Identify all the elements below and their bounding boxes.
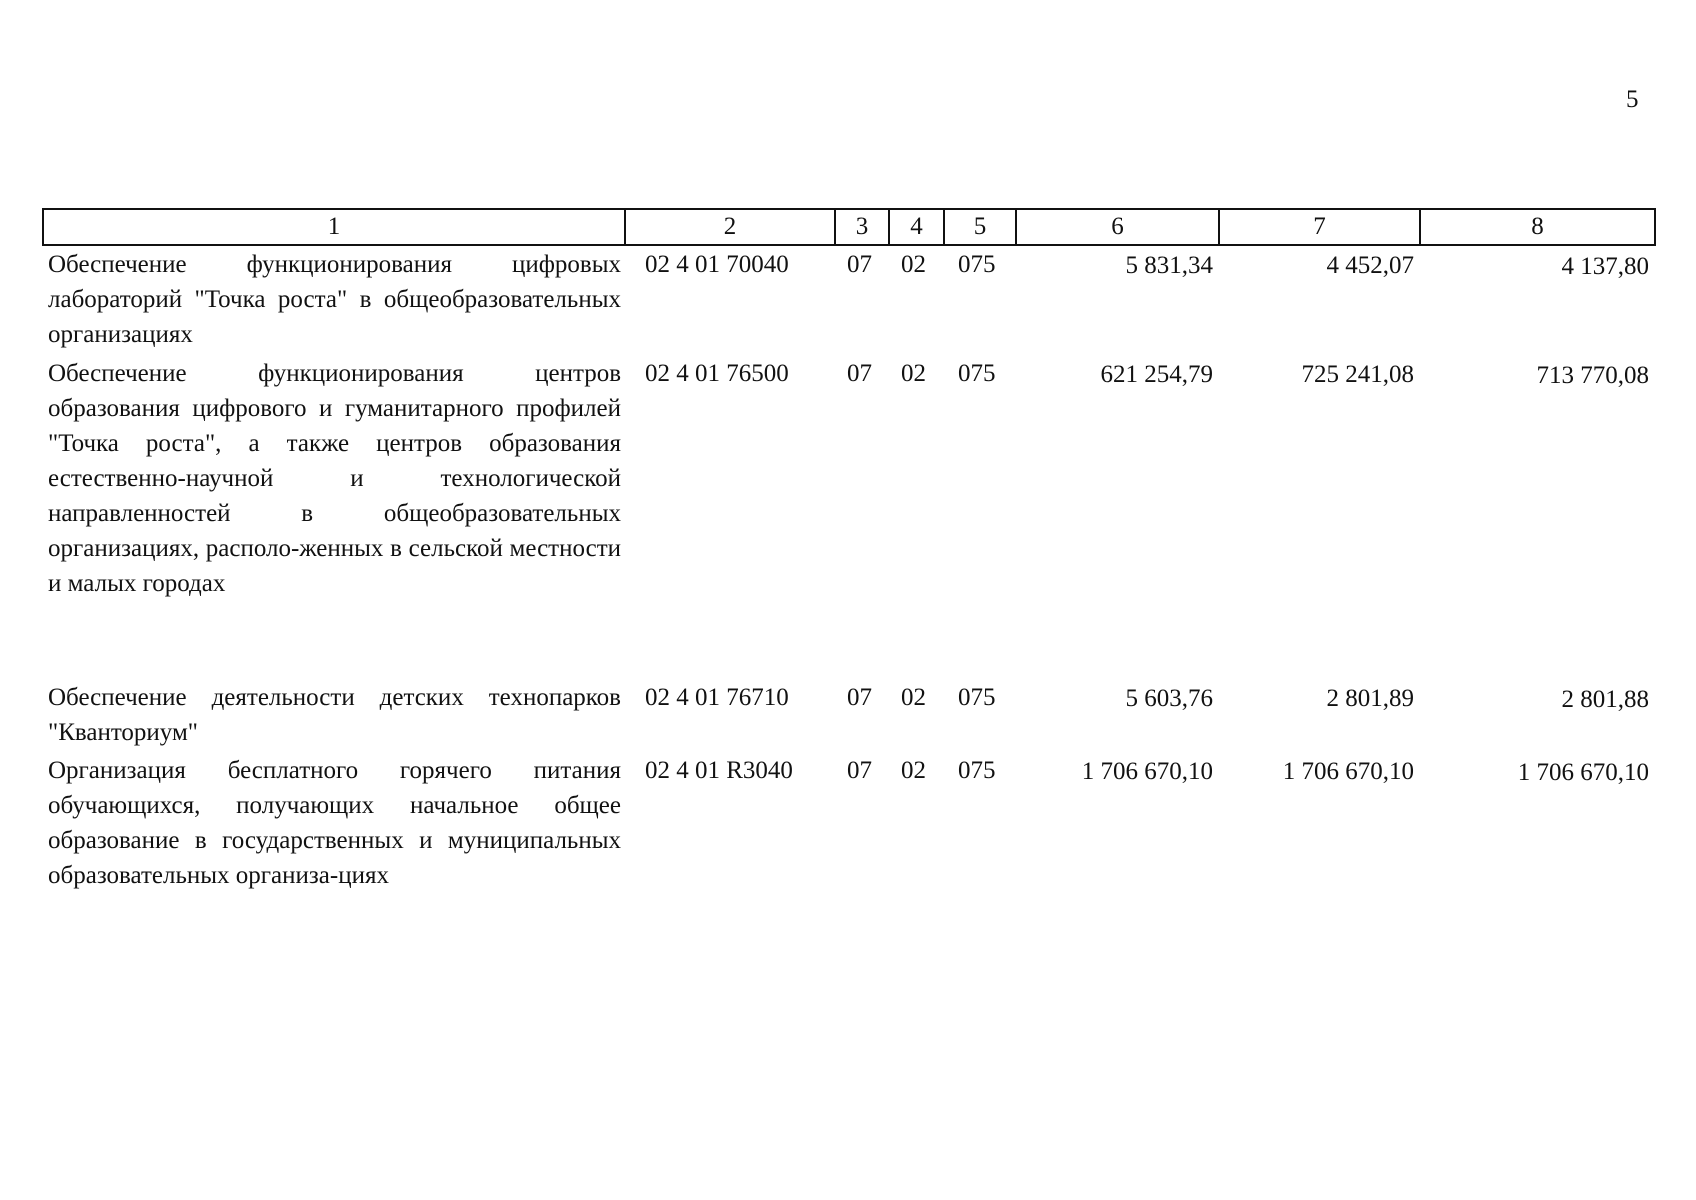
header-col-5: 5 xyxy=(944,209,1016,245)
row-amount-col-6: 621 254,79 xyxy=(1100,361,1213,388)
row-amount-col-6: 5 831,34 xyxy=(1125,252,1213,279)
row-name: Обеспечение деятельности детских технопарков "Кванториум" xyxy=(48,684,621,746)
row-amount-col-7: 2 801,89 xyxy=(1326,685,1414,712)
row-name: Организация бесплатного горячего питания обучающихся, получающих начальное общее образование в государственных и муниципальных образовательных организа-циях xyxy=(48,757,621,889)
row-amount-col-8: 713 770,08 xyxy=(1536,362,1649,389)
table-header xyxy=(43,209,1655,245)
row-target-code: 02 4 01 R3040 xyxy=(645,757,793,784)
header-col-2: 2 xyxy=(625,209,835,245)
header-col-3: 3 xyxy=(835,209,889,245)
row-target-code: 02 4 01 76710 xyxy=(645,684,789,711)
header-col-4: 4 xyxy=(889,209,944,245)
row-amount-col-8: 1 706 670,10 xyxy=(1517,759,1649,786)
row-name: Обеспечение функционирования центров образования цифрового и гуманитарного профилей "Точка роста", а также центров образования естественно-научной и технологической направленностей в общеобразовательных организациях, располо-женных в сельской местности и малых городах xyxy=(48,360,621,597)
row-section: 07 xyxy=(847,360,872,387)
row-section: 07 xyxy=(847,757,872,784)
table-row xyxy=(43,245,1655,355)
header-row xyxy=(43,209,1655,245)
header-col-1: 1 xyxy=(43,209,625,245)
row-target-code: 02 4 01 76500 xyxy=(645,360,789,387)
table-row xyxy=(43,679,1655,752)
row-subsection: 02 xyxy=(901,757,926,784)
row-subsection: 02 xyxy=(901,360,926,387)
table-row xyxy=(43,752,1655,934)
header-col-6: 6 xyxy=(1016,209,1219,245)
row-name: Обеспечение функционирования цифровых лабораторий "Точка роста" в общеобразовательных организациях xyxy=(48,251,621,348)
header-col-7: 7 xyxy=(1219,209,1420,245)
row-amount-col-6: 5 603,76 xyxy=(1125,685,1213,712)
header-col-8: 8 xyxy=(1420,209,1655,245)
row-expense-type: 075 xyxy=(958,251,996,278)
row-expense-type: 075 xyxy=(958,757,996,784)
row-amount-col-7: 725 241,08 xyxy=(1301,361,1414,388)
budget-table xyxy=(42,208,1656,934)
row-expense-type: 075 xyxy=(958,360,996,387)
row-amount-col-8: 2 801,88 xyxy=(1561,686,1649,713)
row-amount-col-7: 4 452,07 xyxy=(1326,252,1414,279)
table-row xyxy=(43,355,1655,679)
row-amount-col-7: 1 706 670,10 xyxy=(1282,758,1414,785)
row-amount-col-8: 4 137,80 xyxy=(1561,253,1649,280)
row-amount-col-6: 1 706 670,10 xyxy=(1081,758,1213,785)
table-body xyxy=(43,245,1655,934)
page-number: 5 xyxy=(1626,86,1639,113)
row-section: 07 xyxy=(847,251,872,278)
row-subsection: 02 xyxy=(901,251,926,278)
row-expense-type: 075 xyxy=(958,684,996,711)
row-target-code: 02 4 01 70040 xyxy=(645,251,789,278)
row-section: 07 xyxy=(847,684,872,711)
row-subsection: 02 xyxy=(901,684,926,711)
